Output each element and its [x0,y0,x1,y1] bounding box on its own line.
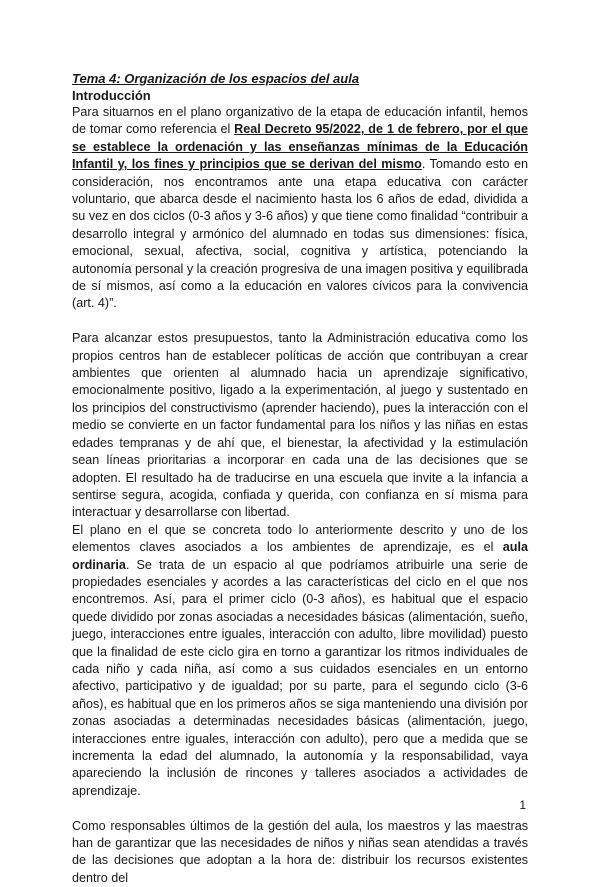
section-heading: Introducción [72,88,151,103]
paragraph-1 [72,104,528,313]
paragraph-1-text-start: Para situarnos en el plano organizativo de la etapa de educación infantil, hemos de tomar como referencia el [72,105,528,137]
paragraph-2: Para alcanzar estos presupuestos, tanto la Administración educativa como los propios centros han de establecer políticas de acción que contribuyan a crear ambientes que orienten al alumnado hacia un aprendizaje significativo, emocionalmente positivo, ligado a la experimentación, al juego y sustentado en los principios del constructivismo (aprender haciendo), pues la interacción con el medio se convierte en un factor fundamental para los niños y las niñas en estas edades tempranas y de ahí que, el bienestar, la afectividad y la estimulación sean líneas prioritarias a incorporar en cada una de las decisiones que se adopten. El resultado ha de traducirse en una escuela que invite a la infancia a sentirse segura, acogida, confiada y querida, con confianza en sí misma para interactuar y desarrollarse con libertad. [72,331,528,520]
paragraph-4: Como responsables últimos de la gestión del aula, los maestros y las maestras han de garantizar que las necesidades de niños y niñas sean atendidas a través de las decisiones que adoptan a la hora de: distribuir los recursos existentes dentro del [72,818,528,885]
decree-reference: Real Decreto 95/2022, de 1 de febrero, por el que se establece la ordenación y las enseñanzas mínimas de la Educación Infantil y, los fines y principios que se derivan del mismo [72,122,529,172]
aula-ordinaria-term: aula ordinaria [72,540,528,572]
page-number: 1 [519,798,526,812]
paragraph-3-text-start: El plano en el que se concreta todo lo anteriormente descrito y uno de los elementos claves asociados a los ambientes de aprendizaje, es el [72,522,528,555]
paragraph-3 [72,522,528,801]
paragraph-3-text-end: . Se trata de un espacio al que podríamos atribuirle una serie de propiedades esenciales y acordes a las características del ciclo en el que nos encontremos. Así, para el primer ciclo (0-3 años), es habitual que el espacio quede dividido por zonas asociadas a necesidades básicas (alimentación, sueño, juego, interacciones entre iguales, interacción con adulto, libre movilidad) puesto que la finalidad de este ciclo gira en torno a garantizar los ritmos individuales de cada niño y cada niña, así como a sus cuidados esenciales en un entorno afectivo, participativo y de igualdad; por su parte, para el segundo ciclo (3-6 años), es habitual que en los primeros años se siga manteniendo una división por zonas asociadas a determinadas necesidades básicas (alimentación, juego, interacciones entre iguales, interacción con adulto), pero que a medida que se incrementa la edad del alumnado, la autonomía y la responsabilidad, vaya apareciendo la inclusión de rincones y talleres asociados a actividades de aprendizaje. [72,557,528,798]
paragraph-1-text-end: . Tomando esto en consideración, nos encontramos ante una etapa educativa con carácter voluntario, que abarca desde el nacimiento hasta los 6 años de edad, dividida a su vez en dos ciclos (0-3 años y 3-6 años) y que tiene como finalidad “contribuir a desarrollo integral y armónico del alumnado en todas sus dimensiones: física, emocional, sexual, afectiva, social, cognitiva y artística, potenciando la autonomía personal y la creación progresiva de una imagen positiva y equilibrada de sí mismos, así como a la educación en valores cívicos para la convivencia (art. 4)”. [72,157,528,311]
document-title: Tema 4: Organización de los espacios del aula [72,71,360,86]
document-page [72,70,528,887]
